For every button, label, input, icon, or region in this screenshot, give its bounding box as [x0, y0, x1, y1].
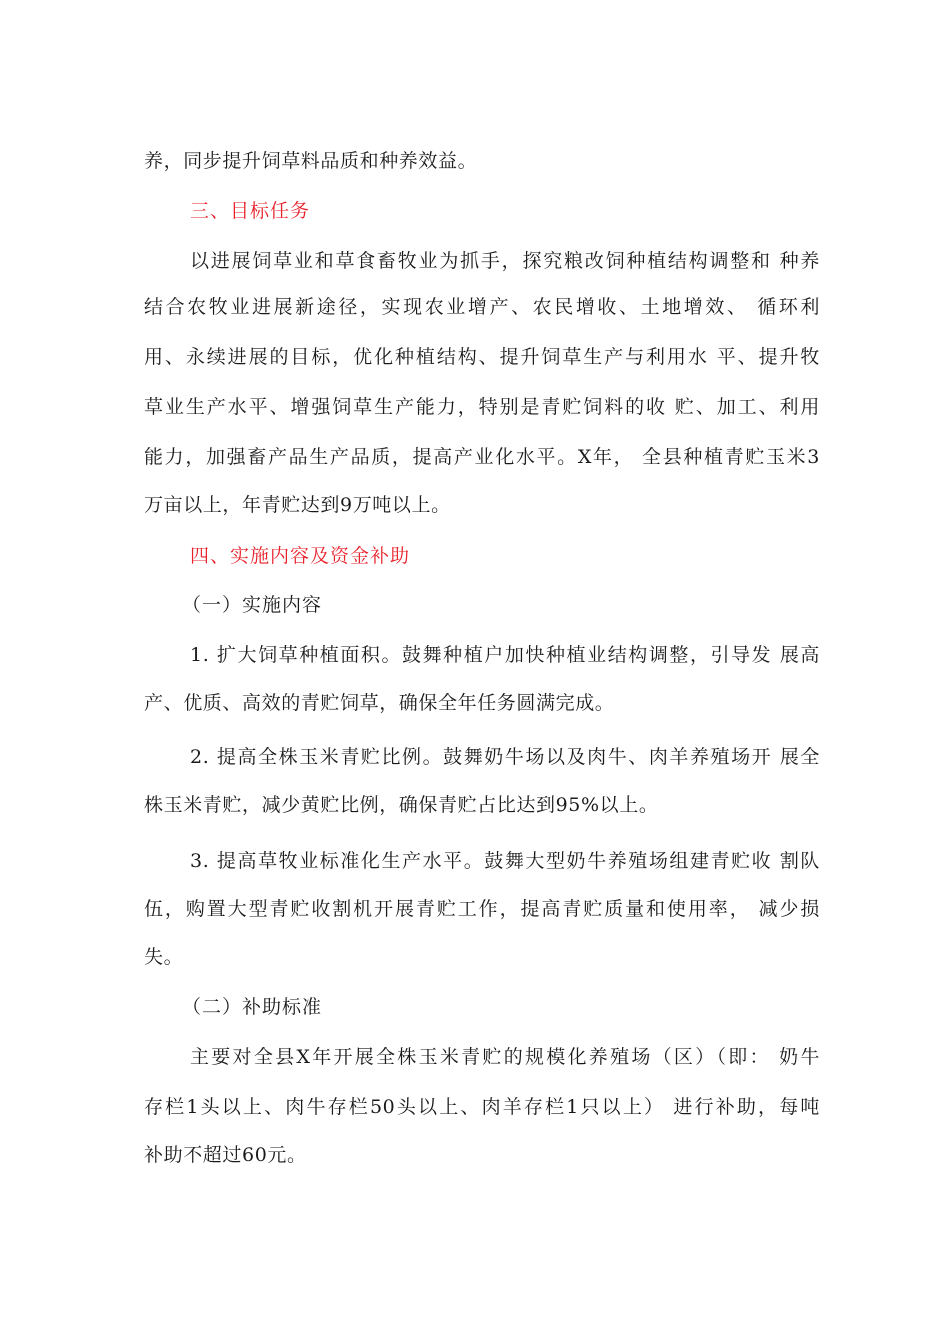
item3-line-2: 伍，购置大型青贮收割机开展青贮工作，提高青贮质量和使用率， 减少损 [144, 898, 820, 920]
item3-line-1: 3. 提高草牧业标准化生产水平。鼓舞大型奶牛养殖场组建青贮收 割队 [190, 850, 820, 872]
goals-line-2: 结合农牧业进展新途径，实现农业增产、农民增收、土地增效、 循环利 [144, 296, 820, 318]
item2-line-2: 株玉米青贮，减少黄贮比例，确保青贮占比达到95%以上。 [144, 794, 659, 816]
goals-line-6: 万亩以上，年青贮达到9万吨以上。 [144, 494, 451, 516]
section-heading-goals: 三、目标任务 [190, 200, 311, 222]
item2-line-1: 2. 提高全株玉米青贮比例。鼓舞奶牛场以及肉牛、肉羊养殖场开 展全 [190, 746, 820, 768]
subsection-heading-content: （一）实施内容 [182, 594, 323, 616]
subsidy-line-3: 补助不超过60元。 [144, 1144, 307, 1166]
subsidy-line-2: 存栏1头以上、肉牛存栏50头以上、肉羊存栏1只以上） 进行补助，每吨 [144, 1096, 820, 1118]
subsection-heading-subsidy: （二）补助标准 [182, 996, 323, 1018]
paragraph-tail: 养，同步提升饲草料品质和种养效益。 [144, 150, 478, 172]
goals-line-4: 草业生产水平、增强饲草生产能力，特别是青贮饲料的收 贮、加工、利用 [144, 396, 820, 418]
goals-line-3: 用、永续进展的目标，优化种植结构、提升饲草生产与利用水 平、提升牧 [144, 346, 820, 368]
subsidy-line-1: 主要对全县X年开展全株玉米青贮的规模化养殖场（区）（即： 奶牛 [190, 1046, 820, 1068]
goals-line-1: 以进展饲草业和草食畜牧业为抓手，探究粮改饲种植结构调整和 种养 [190, 250, 820, 272]
item1-line-2: 产、优质、高效的青贮饲草，确保全年任务圆满完成。 [144, 692, 615, 714]
item3-line-3: 失。 [144, 946, 184, 968]
goals-line-5: 能力，加强畜产品生产品质，提高产业化水平。X年， 全县种植青贮玉米3 [144, 446, 820, 468]
section-heading-implementation: 四、实施内容及资金补助 [190, 545, 411, 567]
item1-line-1: 1. 扩大饲草种植面积。鼓舞种植户加快种植业结构调整，引导发 展高 [190, 644, 820, 666]
